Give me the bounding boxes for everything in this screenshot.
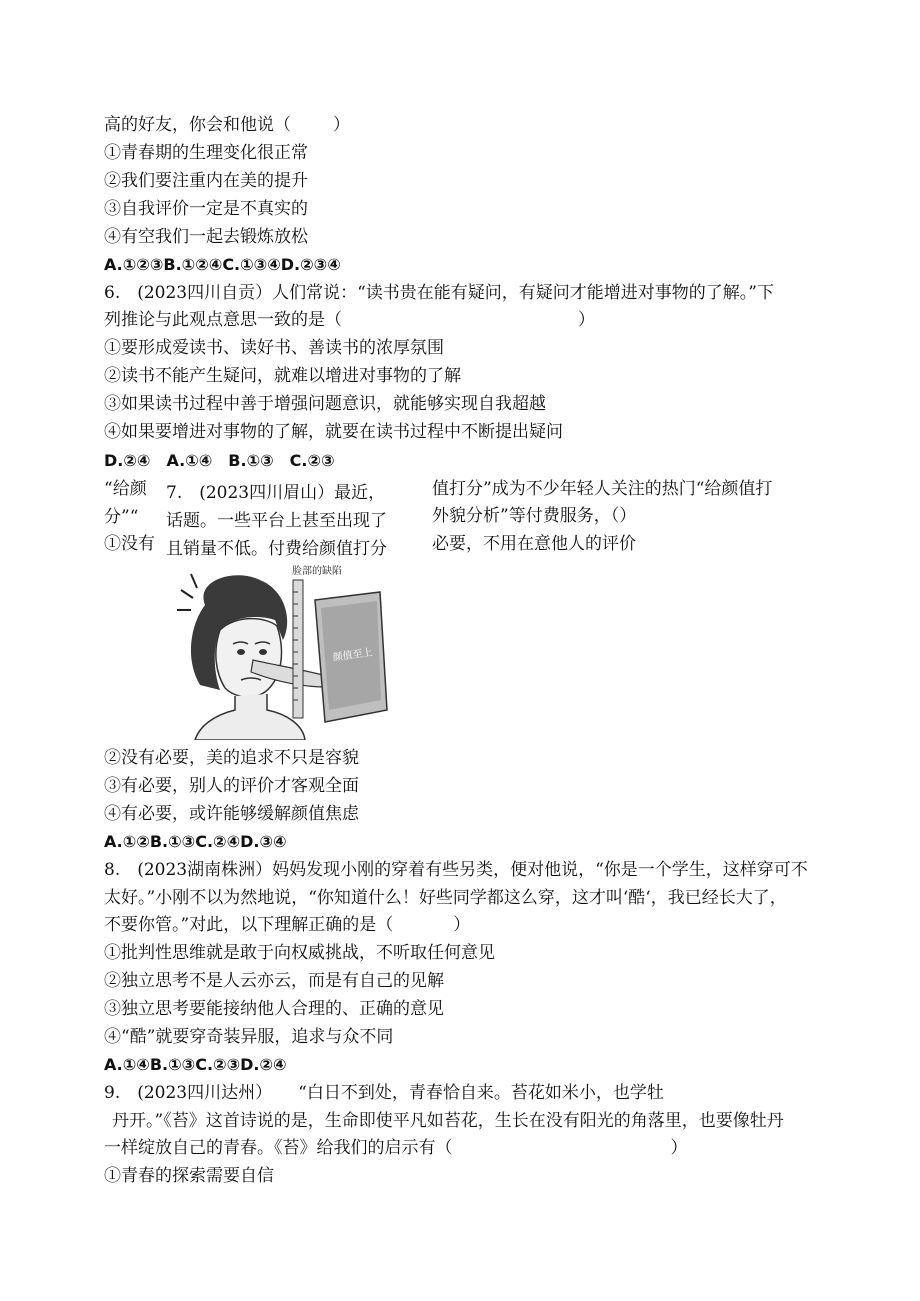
q5-option-2: ②我们要注重内在美的提升 [104, 171, 308, 191]
q5-option-1: ①青春期的生理变化很正常 [104, 143, 308, 163]
q6-stem-line-1: 6. (2023四川自贡）人们常说：“读书贵在能有疑问，有疑问才能增进对事物的了解。”下 [104, 283, 774, 303]
q7-illustration [165, 560, 393, 740]
q7-option-3: ③有必要，别人的评价才客观全面 [104, 776, 359, 796]
q8-option-4: ④“酷”就要穿奇装异服，追求与众不同 [104, 1027, 394, 1047]
figure-sign-text: 颜值至上 [332, 647, 374, 664]
q7-right-col-line-3: 必要，不用在意他人的评价 [432, 534, 636, 554]
q7-mid-col-line-2: 话题。一些平台上甚至出现了 [166, 511, 387, 531]
girl-face [216, 619, 282, 697]
q5-option-3: ③自我评价一定是不真实的 [104, 199, 308, 219]
q9-stem-line-3: 一样绽放自己的青春。《苔》给我们的启示有（ ） [104, 1138, 688, 1158]
q7-mid-col-line-1: 7. (2023四川眉山）最近， [166, 483, 386, 503]
q5-option-4: ④有空我们一起去锻炼放松 [104, 227, 308, 247]
q7-option-2: ②没有必要，美的追求不只是容貌 [104, 748, 359, 768]
girl-eye-left [237, 649, 245, 655]
q6-option-3: ③如果读书过程中善于增强问题意识，就能够实现自我超越 [104, 394, 546, 414]
q6-option-1: ①要形成爱读书、读好书、善读书的浓厚氛围 [104, 338, 444, 358]
q5-answer-choices: A.①②③B.①②④C.①③④D.②③④ [104, 255, 341, 274]
measuring-ruler [293, 580, 303, 718]
q5-stem-tail: 高的好友，你会和他说（ ） [104, 115, 350, 135]
q8-stem-line-3: 不要你管。”对此，以下理解正确的是（ ） [104, 915, 471, 935]
q8-stem-line-2: 太好。”小刚不以为然地说，“你知道什么！好些同学都这么穿，这才叫‘酷‘，我已经长大了， [104, 888, 787, 908]
q8-answer-choices: A.①④B.①③C.②③D.②④ [104, 1055, 287, 1074]
q8-option-1: ①批判性思维就是敢于向权威挑战，不听取任何意见 [104, 943, 495, 963]
figure-title: 脸部的缺陷 [292, 566, 342, 577]
q7-left-col-line-3: ①没有 [104, 534, 155, 554]
q7-left-col-line-1: “给颜 [104, 479, 147, 499]
q7-answer-choices: A.①②B.①③C.②④D.③④ [104, 832, 287, 851]
q9-stem-line-1: 9. (2023四川达州） “白日不到处，青春恰自来。苔花如米小，也学牡 [104, 1083, 664, 1103]
q7-right-col-line-1: 值打分”成为不少年轻人关注的热门“给颜值打 [432, 479, 773, 499]
q9-option-1: ①青春的探索需要自信 [104, 1166, 274, 1186]
q9-stem-line-2: 丹开。”《苔》这首诗说的是，生命即使平凡如苔花，生长在没有阳光的角落里，也要像牡丹 [112, 1111, 784, 1131]
q8-stem-line-1: 8. (2023湖南株洲）妈妈发现小刚的穿着有些另类，便对他说，“你是一个学生，这样穿可不 [104, 860, 808, 880]
q6-option-4: ④如果要增进对事物的了解，就要在读书过程中不断提出疑问 [104, 422, 563, 442]
q7-option-4: ④有必要，或许能够缓解颜值焦虑 [104, 804, 359, 824]
q7-left-col-line-2: 分”“ [104, 507, 139, 527]
q6-option-2: ②读书不能产生疑问，就难以增进对事物的了解 [104, 366, 461, 386]
girl-eye-right [259, 649, 267, 655]
q6-stem-line-2: 列推论与此观点意思一致的是（ ） [104, 310, 595, 330]
q6-answer-choices: D.②④ A.①④ B.①③ C.②③ [104, 451, 335, 470]
q8-option-3: ③独立思考要能接纳他人合理的、正确的意见 [104, 999, 444, 1019]
q7-mid-col-line-3: 且销量不低。付费给颜值打分 [166, 539, 387, 559]
q7-right-col-line-2: 外貌分析”等付费服务，（） [432, 506, 637, 526]
q8-option-2: ②独立思考不是人云亦云，而是有自己的见解 [104, 971, 444, 991]
